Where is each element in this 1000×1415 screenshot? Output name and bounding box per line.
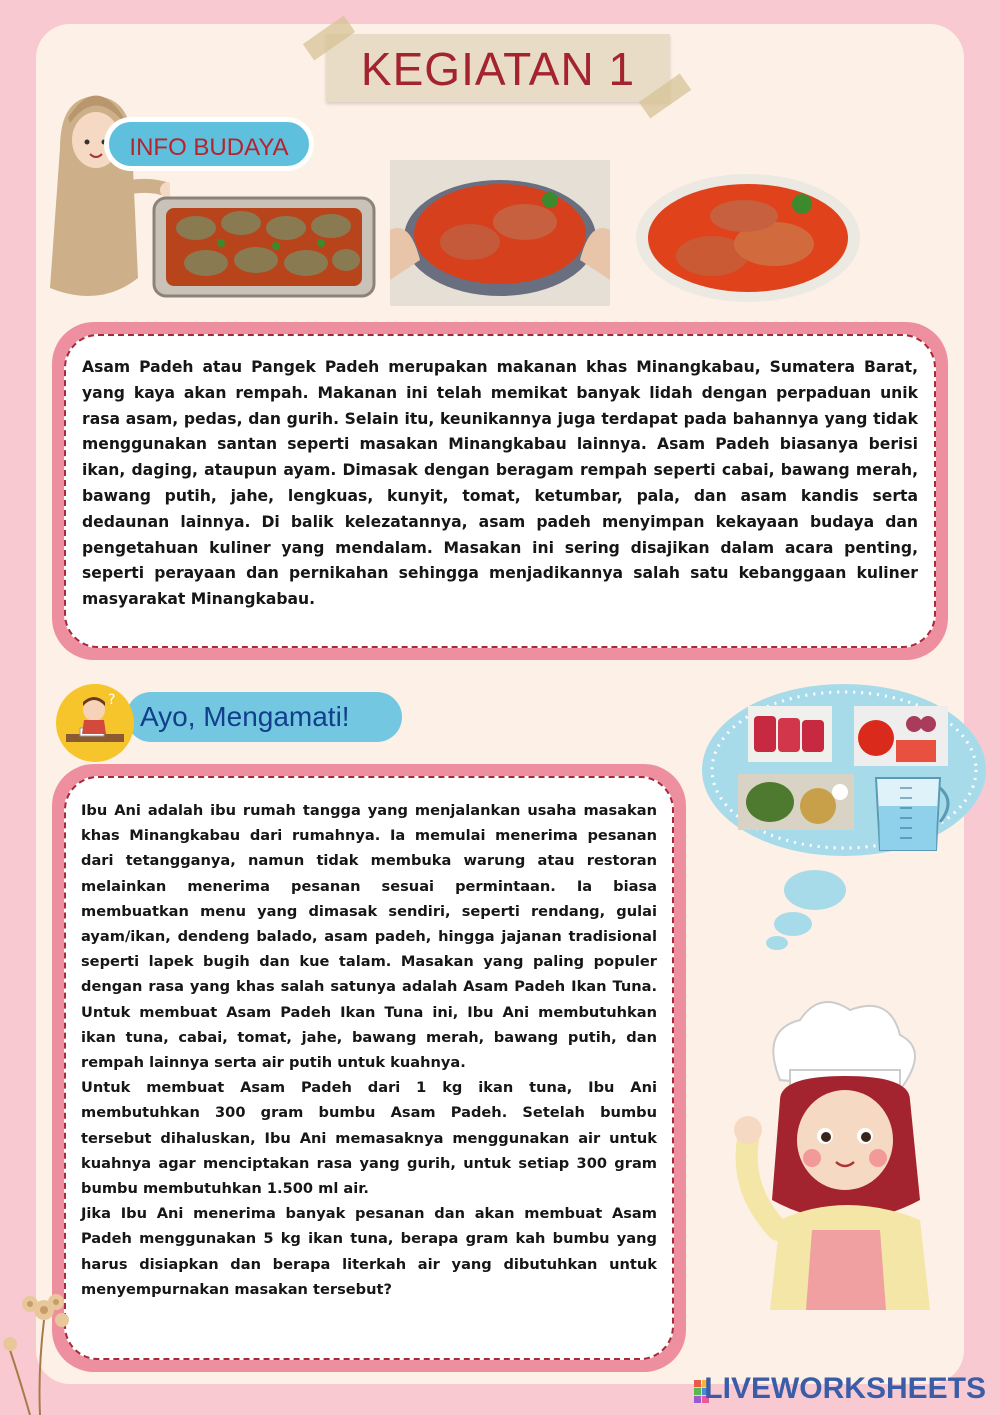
ingredients-thought-cloud xyxy=(700,682,988,882)
ayo-mengamati-label xyxy=(126,692,402,742)
svg-text:?: ? xyxy=(108,692,116,708)
asam-padeh-bowl-photo xyxy=(390,160,610,306)
thought-bubble-dot xyxy=(784,870,846,910)
story-paragraph-2: Untuk membuat Asam Padeh dari 1 kg ikan tuna, Ibu Ani membutuhkan 300 gram bumbu Asam Padeh. Setelah bumbu tersebut dihaluskan, Ibu Ani memasaknya menggunakan air untuk kuahnya agar menciptakan rasa yang gurih, untuk setiap 300 gram bumbu membutuhkan 1.500 ml air. xyxy=(81,1079,657,1198)
dried-flower-decoration xyxy=(0,1280,90,1415)
ayo-mengamati-text: Ayo, Mengamati! xyxy=(140,701,350,732)
asam-padeh-plate-photo xyxy=(634,172,862,304)
tomato-photo xyxy=(854,706,948,766)
info-budaya-text: INFO BUDAYA xyxy=(129,134,289,161)
thought-bubble-dot xyxy=(774,912,812,936)
chef-girl-illustration xyxy=(720,990,950,1310)
title-banner xyxy=(326,34,670,102)
thought-bubble-dot xyxy=(766,936,788,950)
story-paragraph-3: Jika Ibu Ani menerima banyak pesanan dan akan membuat Asam Padeh menggunakan 5 kg ikan tuna, berapa gram kah bumbu yang harus disiapkan dan berapa literkah air yang dibutuhkan untuk menyempurnakan masakan tersebut? xyxy=(81,1205,657,1298)
thinking-student-icon xyxy=(56,684,134,762)
asam-padeh-baking-dish-photo xyxy=(146,188,382,304)
page-title: KEGIATAN 1 xyxy=(360,43,636,95)
info-budaya-label xyxy=(104,117,314,171)
measuring-cup-icon xyxy=(876,778,948,850)
story-text xyxy=(81,798,657,1302)
liveworksheets-brand[interactable]: LIVEWORKSHEETS xyxy=(704,1372,986,1405)
spices-photo xyxy=(738,774,854,830)
info-paragraph: Asam Padeh atau Pangek Padeh merupakan makanan khas Minangkabau, Sumatera Barat, yang kaya akan rempah. Makanan ini telah memikat banyak lidah dengan perpaduan unik rasa asam, pedas, dan gurih. Selain itu, keunikannya juga terdapat pada bahannya yang tidak menggunakan santan seperti masakan Minangkabau lainnya. Asam Padeh biasanya berisi ikan, daging, ataupun ayam. Dimasak dengan beragam rempah seperti cabai, bawang merah, bawang putih, jahe, lengkuas, kunyit, tomat, ketumbar, pala, dan asam kandis serta dedaunan lainnya. Di balik kelezatannya, asam padeh menyimpan kekayaan budaya dan pengetahuan kuliner yang mendalam. Masakan ini sering disajikan dalam acara penting, seperti perayaan dan pernikahan sehingga menjadikannya salah satu kebanggaan kuliner masyarakat Minangkabau. xyxy=(82,358,918,609)
story-paragraph-1: Ibu Ani adalah ibu rumah tangga yang menjalankan usaha masakan khas Minangkabau dari rumahnya. Ia memulai menerima pesanan dari tetangganya, namun tidak membuka warung atau restoran melainkan menerima pesanan sesuai permintaan. Ia biasa membuatkan menu yang dimasak sendiri, seperti rendang, gulai ayam/ikan, dendeng balado, asam padeh, hingga jajanan tradisional seperti lapek bugih dan kue talam. Masakan yang paling populer dengan rasa yang khas salah satunya adalah Asam Padeh Ikan Tuna. Untuk membuat Asam Padeh Ikan Tuna ini, Ibu Ani membutuhkan ikan tuna, cabai, tomat, jahe, bawang merah, bawang putih, dan rempah lainnya serta air putih untuk kuahnya. xyxy=(81,802,657,1072)
tuna-photo xyxy=(748,706,832,762)
